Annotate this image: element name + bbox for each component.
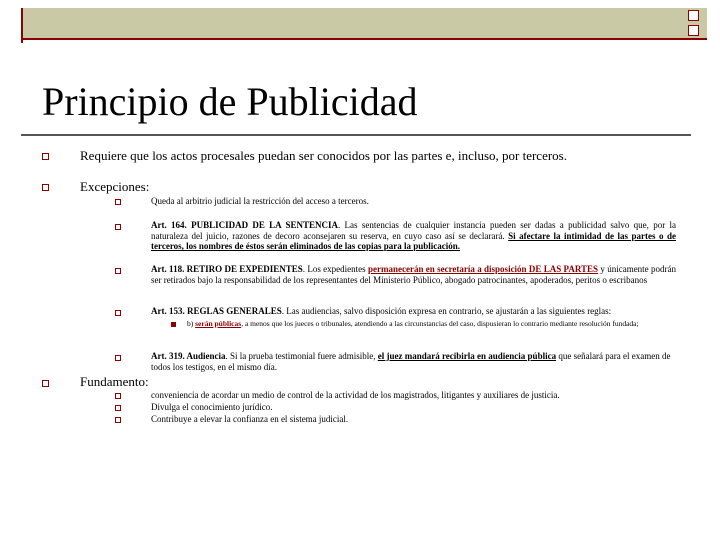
- bullet-excepciones: Excepciones:: [80, 179, 150, 194]
- sub-item-prefix: b): [187, 319, 196, 328]
- sub-item-text: , a menos que los jueces o tribunales, atendiendo a las circunstancias del caso, dispusieran lo contrario mediante resolución fundada;: [241, 319, 639, 328]
- art-118-highlight: permanecerán en secretaría a disposición DE LAS PARTES: [367, 264, 599, 274]
- bullet-fundamento: Fundamento:: [80, 374, 149, 389]
- art-153-text: . Las audiencias, salvo disposición expresa en contrario, se ajustarán a las siguientes reglas:: [281, 306, 612, 316]
- square-bullet-icon: [115, 405, 121, 411]
- art-164-underlined: Si afectare la intimidad de las partes o de terceros, los nombres de éstos serán eliminados de las copias para la publicación.: [151, 230, 677, 251]
- square-bullet-icon: [115, 310, 121, 316]
- corner-square-icon: [688, 25, 699, 36]
- top-bar: [21, 8, 707, 38]
- square-bullet-icon: [115, 199, 121, 205]
- fundamento-item-3: Contribuye a elevar la confianza en el sistema judicial.: [151, 414, 349, 424]
- excepcion-art-319: [151, 351, 681, 372]
- top-rule: [21, 38, 707, 40]
- art-153-sub-item: [187, 319, 687, 328]
- excepcion-art-118: [151, 264, 676, 285]
- excepcion-art-153: [151, 306, 691, 317]
- square-bullet-icon: [115, 417, 121, 423]
- slide-title: Principio de Publicidad: [42, 79, 418, 124]
- art-164-text: . Las sentencias de cualquier instancia pueden ser dadas a publicidad salvo que, por la naturaleza del juicio, razones de decoro aconsejaren su reserva, en cuyo caso así se declarará.: [151, 220, 676, 241]
- fundamento-item-1: conveniencia de acordar un medio de control de la actividad de los magistrados, litigantes y auxiliares de justicia.: [151, 390, 560, 400]
- bullet-requiere: Requiere que los actos procesales puedan ser conocidos por las partes e, incluso, por terceros.: [80, 148, 567, 163]
- art-118-title: Art. 118. RETIRO DE EXPEDIENTES: [151, 264, 303, 274]
- art-319-text-b: que señalará para el examen de todos los testigos, en el mismo día.: [151, 351, 671, 372]
- filled-square-bullet-icon: [171, 322, 176, 327]
- square-bullet-icon: [42, 184, 49, 191]
- art-319-underlined: el juez mandará recibirla en audiencia pública: [377, 351, 557, 361]
- sub-item-highlight: serán públicas: [195, 319, 242, 328]
- fundamento-item-2: Divulga el conocimiento jurídico.: [151, 402, 273, 412]
- art-319-title: Art. 319. Audiencia: [151, 351, 226, 361]
- square-bullet-icon: [115, 224, 121, 230]
- art-118-text-a: . Los expedientes: [302, 264, 368, 274]
- square-bullet-icon: [115, 268, 121, 274]
- excepcion-art-164: [151, 220, 676, 252]
- square-bullet-icon: [42, 380, 49, 387]
- art-164-title: Art. 164. PUBLICIDAD DE LA SENTENCIA: [151, 220, 338, 230]
- square-bullet-icon: [115, 355, 121, 361]
- art-118-text-b: y únicamente podrán ser retirados bajo la responsabilidad de los representantes del Ministerio Público, abogado patrocinantes, apoderados, peritos o escribanos: [151, 264, 676, 285]
- square-bullet-icon: [42, 153, 49, 160]
- square-bullet-icon: [115, 393, 121, 399]
- art-153-title: Art. 153. REGLAS GENERALES: [151, 306, 282, 316]
- excepcion-arbitrio: Queda al arbitrio judicial la restricción del acceso a terceros.: [151, 196, 369, 206]
- corner-square-icon: [688, 10, 699, 21]
- art-319-text-a: . Si la prueba testimonial fuere admisible,: [225, 351, 378, 361]
- title-rule: [21, 134, 691, 136]
